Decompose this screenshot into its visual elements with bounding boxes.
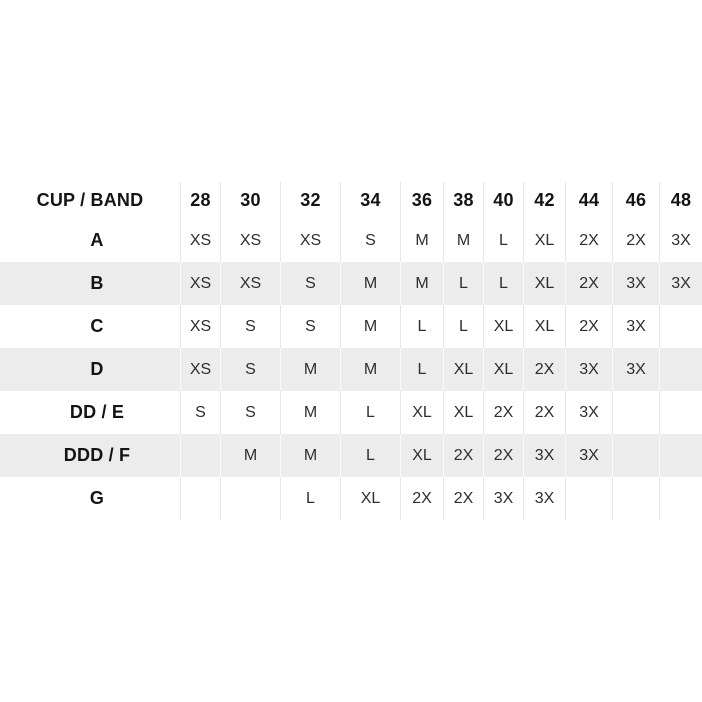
band-size-header-cell: 44 bbox=[565, 182, 612, 219]
size-cell: XS bbox=[220, 262, 280, 305]
cup-label-cell: G bbox=[89, 488, 105, 508]
cup-label-cell: DD / E bbox=[69, 402, 125, 422]
size-cell: XL bbox=[400, 434, 443, 477]
size-cell bbox=[612, 391, 659, 434]
size-cell: 3X bbox=[612, 348, 659, 391]
cup-label-cell: DDD / F bbox=[0, 434, 180, 477]
size-cell: L bbox=[400, 348, 443, 391]
size-cell bbox=[220, 477, 280, 520]
size-cell: XL bbox=[523, 262, 565, 305]
size-cell: XL bbox=[523, 305, 565, 348]
band-size-header-cell: 34 bbox=[340, 182, 400, 219]
size-cell: 2X bbox=[400, 477, 443, 520]
size-cell: 2X bbox=[523, 348, 565, 391]
size-cell: XS bbox=[180, 348, 220, 391]
band-size-header-cell: 40 bbox=[483, 182, 523, 219]
size-cell: XL bbox=[443, 391, 483, 434]
size-cell: 3X bbox=[483, 477, 523, 520]
size-cell: S bbox=[220, 391, 280, 434]
size-cell bbox=[612, 477, 659, 520]
size-cell: S bbox=[280, 305, 340, 348]
size-cell: 3X bbox=[523, 477, 565, 520]
size-cell: 2X bbox=[443, 434, 483, 477]
size-cell: S bbox=[220, 305, 280, 348]
size-cell: S bbox=[220, 348, 280, 391]
size-cell: 2X bbox=[565, 262, 612, 305]
size-cell: M bbox=[400, 219, 443, 262]
size-cell: 2X bbox=[612, 219, 659, 262]
size-cell: L bbox=[400, 305, 443, 348]
size-cell bbox=[565, 477, 612, 520]
band-size-header-cell: 30 bbox=[220, 182, 280, 219]
size-cell bbox=[180, 434, 220, 477]
band-size-header-cell: 48 bbox=[659, 182, 702, 219]
size-cell: XL bbox=[443, 348, 483, 391]
size-cell: M bbox=[443, 219, 483, 262]
size-cell: L bbox=[280, 477, 340, 520]
size-cell: M bbox=[340, 348, 400, 391]
size-cell: 3X bbox=[565, 434, 612, 477]
size-cell bbox=[659, 305, 702, 348]
size-cell: S bbox=[340, 219, 400, 262]
size-cell: M bbox=[280, 391, 340, 434]
size-cell: XL bbox=[483, 348, 523, 391]
size-cell: XS bbox=[280, 219, 340, 262]
size-cell: 2X bbox=[523, 391, 565, 434]
size-cell: XL bbox=[523, 219, 565, 262]
size-cell: XS bbox=[180, 262, 220, 305]
band-size-header-cell: 38 bbox=[443, 182, 483, 219]
cup-label-cell: A bbox=[90, 230, 104, 250]
size-chart-body bbox=[0, 219, 702, 520]
size-cell: XS bbox=[180, 219, 220, 262]
size-cell: 2X bbox=[565, 305, 612, 348]
table-row bbox=[0, 477, 702, 520]
size-cell: L bbox=[483, 219, 523, 262]
size-cell: S bbox=[180, 391, 220, 434]
size-cell: 3X bbox=[523, 434, 565, 477]
size-cell bbox=[180, 477, 220, 520]
cup-label-cell: B bbox=[0, 262, 180, 305]
size-cell bbox=[659, 391, 702, 434]
size-cell: 2X bbox=[483, 391, 523, 434]
size-cell: XL bbox=[400, 391, 443, 434]
cup-label-cell: C bbox=[90, 316, 104, 336]
size-cell bbox=[659, 434, 702, 477]
size-cell: 2X bbox=[443, 477, 483, 520]
size-cell: M bbox=[280, 434, 340, 477]
size-cell: 3X bbox=[612, 305, 659, 348]
band-size-header-cell: 42 bbox=[523, 182, 565, 219]
table-row bbox=[0, 348, 702, 391]
size-cell: 3X bbox=[565, 348, 612, 391]
size-cell bbox=[659, 348, 702, 391]
table-row bbox=[0, 391, 702, 434]
band-size-header-cell: 46 bbox=[612, 182, 659, 219]
size-cell bbox=[659, 477, 702, 520]
size-cell: XL bbox=[483, 305, 523, 348]
size-cell: 2X bbox=[483, 434, 523, 477]
size-cell bbox=[612, 434, 659, 477]
size-cell: 3X bbox=[659, 262, 702, 305]
table-row bbox=[0, 434, 702, 477]
band-size-header-cell: 28 bbox=[180, 182, 220, 219]
size-cell: XS bbox=[220, 219, 280, 262]
size-cell: M bbox=[220, 434, 280, 477]
cup-band-header-cell: CUP / BAND bbox=[36, 190, 144, 210]
size-cell: M bbox=[340, 262, 400, 305]
header-row bbox=[0, 182, 702, 219]
size-cell: M bbox=[280, 348, 340, 391]
size-cell: L bbox=[443, 305, 483, 348]
size-cell: M bbox=[400, 262, 443, 305]
table-row bbox=[0, 219, 702, 262]
size-cell: 3X bbox=[612, 262, 659, 305]
cup-label-cell: D bbox=[0, 348, 180, 391]
size-cell: L bbox=[483, 262, 523, 305]
band-size-header-cell: 36 bbox=[400, 182, 443, 219]
size-cell: XS bbox=[180, 305, 220, 348]
size-cell: L bbox=[340, 391, 400, 434]
table-row bbox=[0, 305, 702, 348]
band-size-header-cell: 32 bbox=[280, 182, 340, 219]
size-cell: S bbox=[280, 262, 340, 305]
size-cell: 3X bbox=[659, 219, 702, 262]
table-row bbox=[0, 262, 702, 305]
size-cell: L bbox=[443, 262, 483, 305]
size-cell: XL bbox=[340, 477, 400, 520]
size-chart-table bbox=[0, 182, 702, 520]
size-cell: 3X bbox=[565, 391, 612, 434]
size-cell: 2X bbox=[565, 219, 612, 262]
size-cell: M bbox=[340, 305, 400, 348]
size-chart-header bbox=[0, 182, 702, 219]
size-cell: L bbox=[340, 434, 400, 477]
